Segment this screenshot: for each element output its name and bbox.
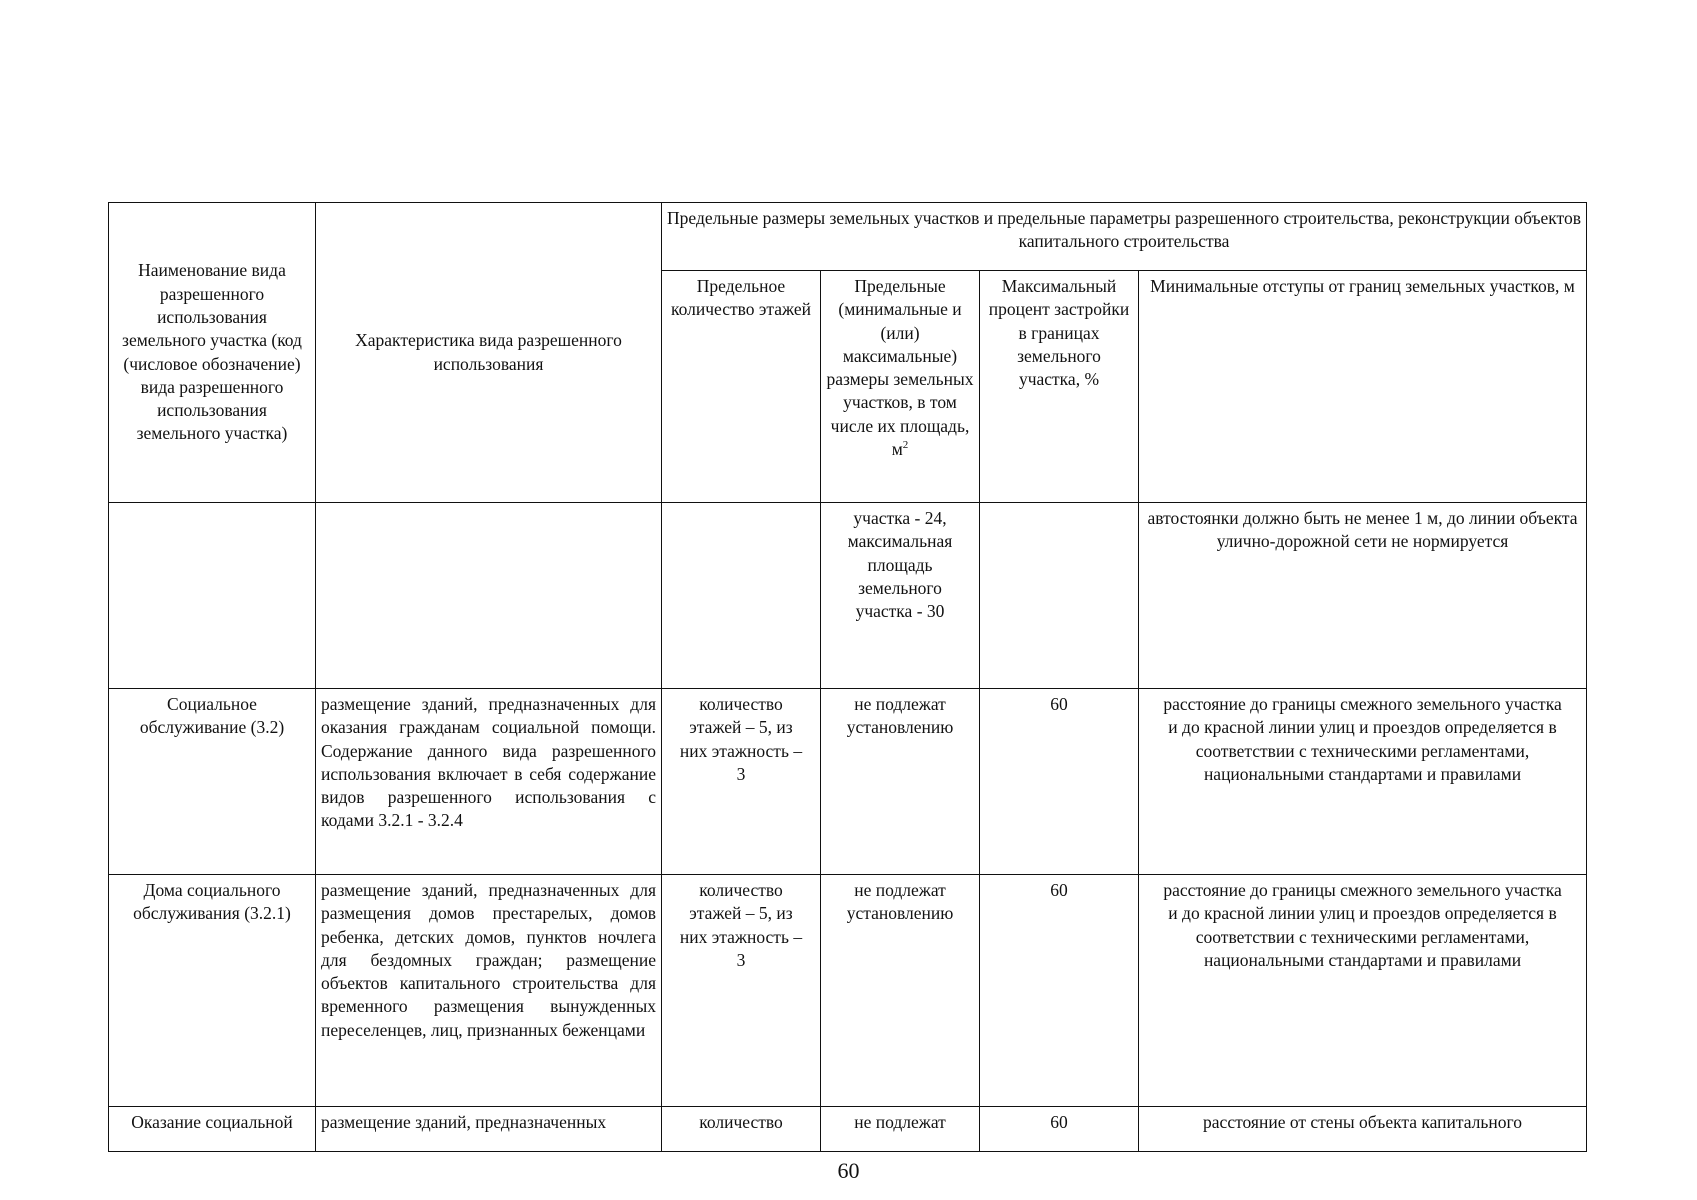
header-limit-parameters: Предельные размеры земельных участков и предельные параметры разрешенного строительства, реконструкции объектов капитального строительства: [662, 203, 1587, 271]
cell-build-percent: 60: [980, 875, 1139, 1107]
zoning-parameters-table: [108, 202, 1587, 1152]
header-max-floors: Предельное количество этажей: [662, 271, 821, 503]
header-plot-size-text: Предельные (минимальные и (или) максимальные) размеры земельных участков, в том числе их площадь, м: [826, 276, 974, 460]
cell-plot-size: участка - 24, максимальная площадь земельного участка - 30: [821, 503, 980, 689]
cell-build-percent: 60: [980, 1107, 1139, 1152]
cell-use-name: Оказание социальной: [109, 1107, 316, 1152]
table-row: [109, 875, 1587, 1107]
cell-description: размещение зданий, предназначенных для оказания гражданам социальной помощи. Содержание данного вида разрешенного использования включает в себя содержание видов разрешенного использования с кодами 3.2.1 - 3.2.4: [316, 689, 662, 875]
cell-build-percent: 60: [980, 689, 1139, 875]
header-build-percent: Максимальный процент застройки в границах земельного участка, %: [980, 271, 1139, 503]
cell-floors: количество: [662, 1107, 821, 1152]
cell-setbacks: расстояние от стены объекта капитального: [1139, 1107, 1587, 1152]
page-number: 60: [837, 1158, 860, 1183]
cell-floors: количество этажей – 5, из них этажность – 3: [662, 875, 821, 1107]
header-plot-size-sup: 2: [902, 439, 909, 452]
cell-use-name: Социальное обслуживание (3.2): [109, 689, 316, 875]
header-setbacks: Минимальные отступы от границ земельных участков, м: [1139, 271, 1587, 503]
cell-description: [316, 503, 662, 689]
header-row-group: [109, 203, 1587, 271]
table-row: [109, 503, 1587, 689]
cell-use-name: [109, 503, 316, 689]
cell-plot-size: не подлежат установлению: [821, 875, 980, 1107]
cell-use-name: Дома социального обслуживания (3.2.1): [109, 875, 316, 1107]
cell-setbacks: расстояние до границы смежного земельного участка и до красной линии улиц и проездов определяется в соответствии с техническими регламентами, национальными стандартами и правилами: [1139, 875, 1587, 1107]
cell-build-percent: [980, 503, 1139, 689]
header-use-type-name: Наименование вида разрешенного использования земельного участка (код (числовое обозначение) вида разрешенного использования земельного участка): [109, 203, 316, 503]
cell-description: размещение зданий, предназначенных для размещения домов престарелых, домов ребенка, детских домов, пунктов ночлега для бездомных граждан; размещение объектов капитального строительства для временного размещения вынужденных переселенцев, лиц, признанных беженцами: [316, 875, 662, 1107]
cell-floors: [662, 503, 821, 689]
table-row: [109, 689, 1587, 875]
cell-floors: количество этажей – 5, из них этажность – 3: [662, 689, 821, 875]
cell-description: размещение зданий, предназначенных: [316, 1107, 662, 1152]
header-use-description: Характеристика вида разрешенного использования: [316, 203, 662, 503]
cell-plot-size: не подлежат установлению: [821, 689, 980, 875]
cell-plot-size: не подлежат: [821, 1107, 980, 1152]
cell-setbacks: автостоянки должно быть не менее 1 м, до линии объекта улично-дорожной сети не нормируется: [1139, 503, 1587, 689]
cell-setbacks: расстояние до границы смежного земельного участка и до красной линии улиц и проездов определяется в соответствии с техническими регламентами, национальными стандартами и правилами: [1139, 689, 1587, 875]
header-plot-size: [821, 271, 980, 503]
table-row: [109, 1107, 1587, 1152]
